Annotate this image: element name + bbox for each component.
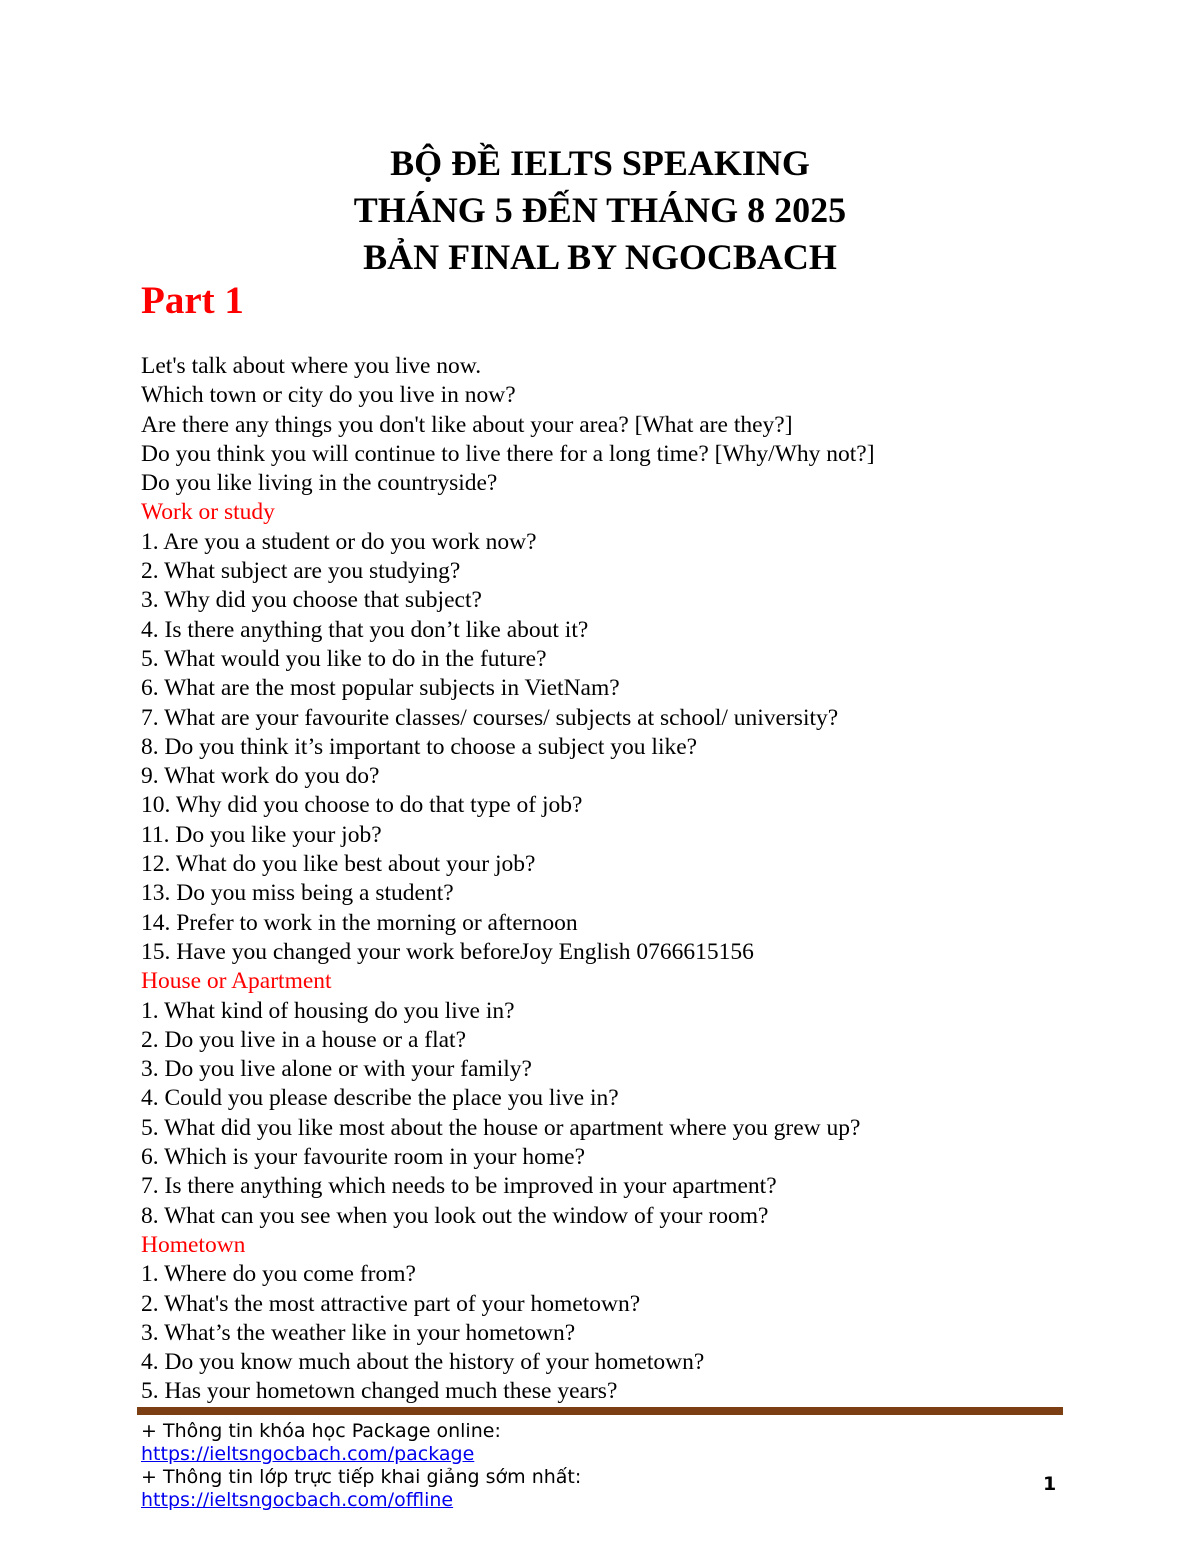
question-item: 6. What are the most popular subjects in VietNam?	[141, 675, 620, 702]
question-item: 2. Do you live in a house or a flat?	[141, 1026, 466, 1053]
question-item: 3. What’s the weather like in your hometown?	[141, 1319, 576, 1346]
question-item: 1. Are you a student or do you work now?	[141, 528, 537, 555]
document-title	[0, 140, 1200, 281]
question-item: 15. Have you changed your work beforeJoy English 0766615156	[141, 938, 754, 965]
offline-link[interactable]: https://ieltsngocbach.com/offline	[141, 1489, 454, 1511]
intro-line: Do you think you will continue to live there for a long time? [Why/Why not?]	[141, 440, 875, 467]
page-number: 1	[1043, 1473, 1057, 1495]
question-item: 8. What can you see when you look out the window of your room?	[141, 1202, 769, 1229]
intro-line: Which town or city do you live in now?	[141, 382, 516, 409]
question-item: 4. Could you please describe the place you live in?	[141, 1085, 619, 1112]
question-item: 5. What did you like most about the house or apartment where you grew up?	[141, 1114, 861, 1141]
question-item: 5. What would you like to do in the future?	[141, 645, 547, 672]
package-info-label: + Thông tin khóa học Package online:	[141, 1420, 501, 1442]
footer-divider	[137, 1407, 1063, 1415]
question-item: 3. Do you live alone or with your family?	[141, 1056, 532, 1083]
questions-body	[141, 352, 1101, 1407]
question-item: 2. What's the most attractive part of your hometown?	[141, 1290, 641, 1317]
title-line-2: THÁNG 5 ĐẾN THÁNG 8 2025	[353, 190, 847, 230]
question-item: 8. Do you think it’s important to choose a subject you like?	[141, 733, 698, 760]
question-item: 14. Prefer to work in the morning or afternoon	[141, 909, 578, 936]
section-heading-work-or-study: Work or study	[141, 499, 275, 526]
section-heading-house-or-apartment: House or Apartment	[141, 968, 332, 995]
question-item: 4. Is there anything that you don’t like about it?	[141, 616, 589, 643]
question-item: 10. Why did you choose to do that type of job?	[141, 792, 583, 819]
question-item: 1. Where do you come from?	[141, 1261, 416, 1288]
title-line-1: BỘ ĐỀ IELTS SPEAKING	[390, 143, 810, 183]
question-item: 11. Do you like your job?	[141, 821, 382, 848]
question-item: 2. What subject are you studying?	[141, 558, 461, 585]
question-item: 6. Which is your favourite room in your home?	[141, 1144, 586, 1171]
section-heading-hometown: Hometown	[141, 1231, 246, 1258]
title-line-3: BẢN FINAL BY NGOCBACH	[363, 237, 837, 277]
intro-line: Do you like living in the countryside?	[141, 470, 498, 497]
package-link[interactable]: https://ieltsngocbach.com/package	[141, 1443, 475, 1465]
part-1-heading: Part 1	[141, 279, 244, 322]
page-footer	[141, 1420, 1001, 1512]
question-item: 7. Is there anything which needs to be improved in your apartment?	[141, 1173, 777, 1200]
intro-line: Are there any things you don't like about your area? [What are they?]	[141, 411, 793, 438]
question-item: 9. What work do you do?	[141, 763, 380, 790]
question-item: 5. Has your hometown changed much these years?	[141, 1378, 618, 1405]
question-item: 12. What do you like best about your job?	[141, 851, 536, 878]
offline-info-label: + Thông tin lớp trực tiếp khai giảng sớm nhất:	[141, 1466, 582, 1488]
intro-line: Let's talk about where you live now.	[141, 353, 482, 379]
question-item: 4. Do you know much about the history of your hometown?	[141, 1349, 705, 1376]
question-item: 7. What are your favourite classes/ courses/ subjects at school/ university?	[141, 704, 839, 731]
question-item: 1. What kind of housing do you live in?	[141, 997, 515, 1024]
question-item: 13. Do you miss being a student?	[141, 880, 454, 907]
question-item: 3. Why did you choose that subject?	[141, 587, 482, 614]
